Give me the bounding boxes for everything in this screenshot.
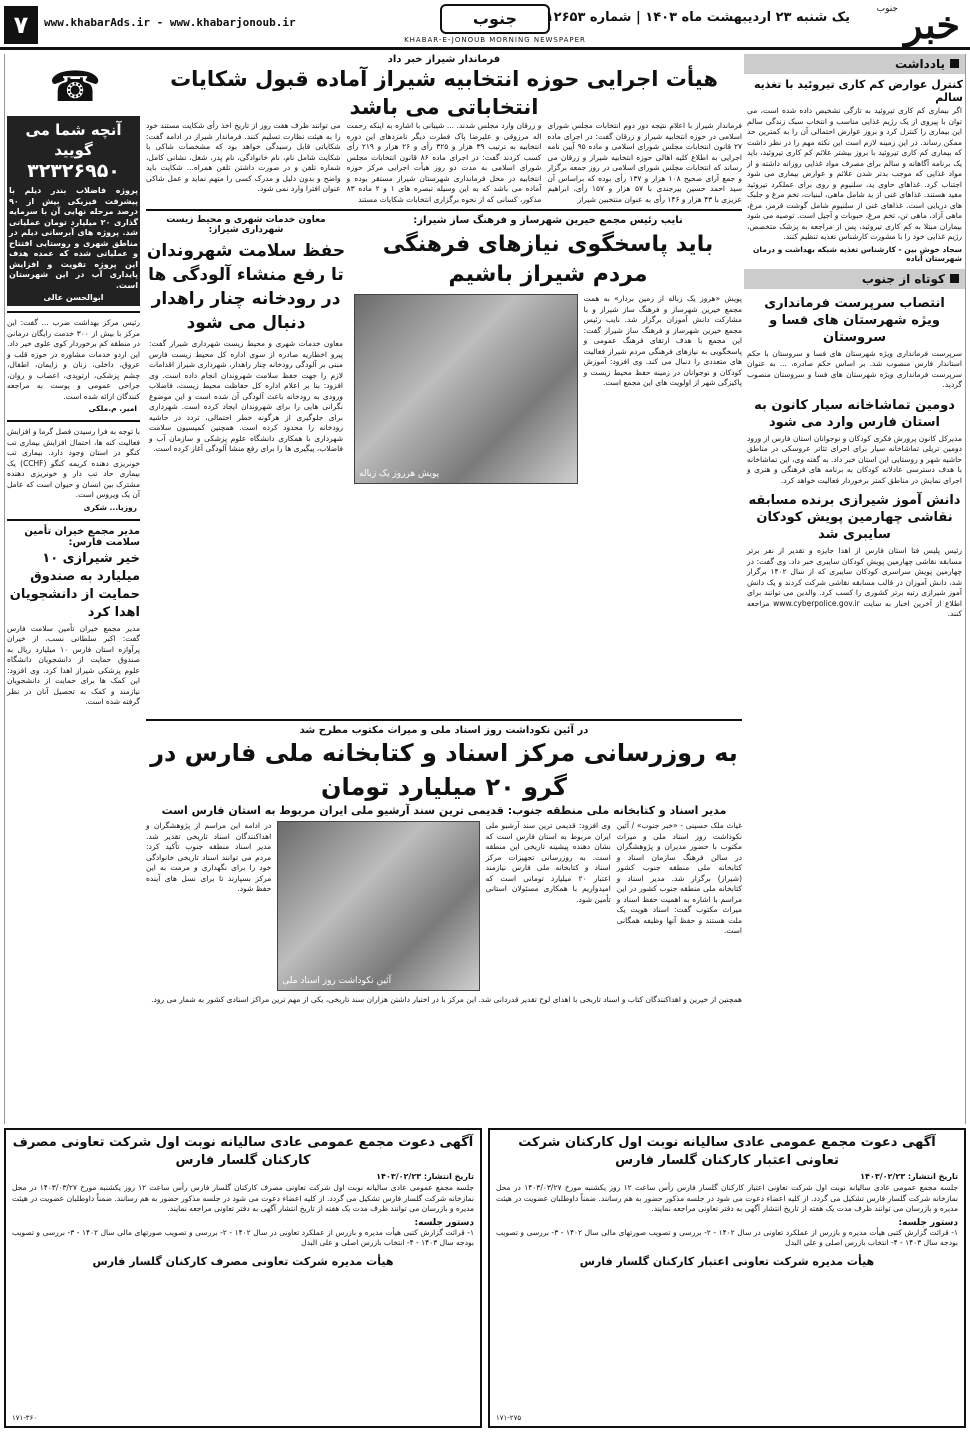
reader-hotline-box [7,116,140,306]
library-photo [277,821,479,991]
english-title: KHABAR-E-JONOUB MORNING NEWSPAPER [404,36,586,44]
river-body: معاون خدمات شهری و محیط زیست شهرداری شیراز گفت: پیرو اخطاریه صادره از سوی اداره کل محیط زیست فارس مبنی بر آلودگی رودخانه چنار راهدار، شهرداری شیراز اقدامات لازم را جهت حفظ سلامت شهروندان انجام داده است. وی افزود: بنا بر اعلام اداره کل حفاظت محیط زیست، فاضلاب ورودی به رودخانه باعث آلودگی آن شده است و این موضوع نگرانی هایی را برای شهروندان ایجاد کرده است. شهرداری برای جلوگیری از هرگونه خطر احتمالی، تردد در حاشیه رودخانه را محدود کرده است. همچنین کمیسیون سلامت شهرداری با همکاری دانشگاه علوم پزشکی و سازمان آب و فاضلاب، پیگیری ها را برای رفع منشا آلودگی آغاز کرده است. [149,339,343,453]
middle-stories [146,215,742,715]
main-content [146,54,742,1124]
election-columns [146,121,742,205]
election-kicker: فرماندار شیراز خبر داد [387,54,501,65]
ad-date: تاریخ انتشار: ۱۴۰۳/۰۲/۲۳ [860,1172,958,1181]
ad-body: جلسه مجمع عمومی عادی سالیانه نوبت اول شرکت تعاونی اعتبار کارکنان گلسار فارس رأس ساعت ۱۲ روز یکشنبه مورخ ۱۴۰۳/۰۳/۲۷ در محل نمازخانه شرکت گلسار فارس تشکیل می گردد. از کلیه اعضاء دعوت می شود در جلسه مذکور حضور به هم رسانند. ضمناً داوطلبان عضویت در هیئت مدیره و بازرسان می توانند ظرف مدت یک هفته از تاریخ انتشار آگهی به دفتر تعاونی مراجعه نمایند. [496,1183,958,1213]
election-headline[interactable]: هیأت اجرایی حوزه انتخابیه شیراز آماده قبول شکایات انتخاباتی می باشد [170,67,718,119]
short-news-title-1[interactable]: انتصاب سرپرست فرمانداری ویژه شهرستان های فسا و سروستان [764,295,945,345]
river-kicker: معاون خدمات شهری و محیط زیست شهرداری شیراز: [166,215,326,235]
website-link[interactable]: www.khabarAds.ir - www.khabarjonoub.ir [44,16,296,29]
library-col-2: وی افزود: قدیمی ترین سند آرشیو ملی ایران مربوط به استان فارس است که نشان دهنده پیشینه تاریخی این منطقه است. به روزرسانی تجهیزات مرکز اسناد و کتابخانه ملی فارس نیازمند اعتبار ۲۰ میلیارد تومانی است که امیدواریم با همکاری مسئولان استانی تأمین شود. [485,821,611,904]
divider [7,420,140,422]
river-story [146,215,346,715]
library-headline[interactable]: به روزرسانی مرکز اسناد و کتابخانه ملی فارس در گرو ۲۰ میلیارد تومان [150,739,738,801]
ad-code: ۱۷۱-۲۷۵ [496,1414,522,1422]
ad-signature: هیأت مدیره شرکت تعاونی مصرف کارکنان گلسار فارس [92,1254,394,1268]
library-col-1: غیاث ملک حسینی - «خبر جنوب» / آئین نکوداشت روز اسناد ملی و میراث مکتوب با حضور مدیران و پژوهشگران در سالن فرهنگ سازمان اسناد و کتابخانه ملی منطقه جنوب کشور (شیراز) برگزار شد. مدیر اسناد و کتابخانه ملی منطقه جنوب کشور در این مراسم با اشاره به اهمیت حفظ اسناد و میراث مکتوب گفت: اسناد هویت یک ملت هستند و حفظ آنها وظیفه همگانی است. [616,821,742,935]
ad-consumer-coop [4,1128,482,1428]
culture-photo-caption: پویش هرروز یک زباله [359,469,440,479]
issue-date: یک شنبه ۲۳ اردیبهشت ماه ۱۴۰۳ | شماره ۱۲۶۵۳ [545,10,850,25]
page-number: ۷ [4,6,38,44]
divider [146,209,742,211]
short-news-body-3: رئیس پلیس فتا استان فارس از اهدا جایزه و تقدیر از نفر برتر مسابقه نقاشی چهارمین پویش کودکان سایبری خبر داد. وی گفت: در چهارمین پویش سراسری کودکان سایبری که از سال ۱۴۰۲ برگزار شد، دانش آموزان در قالب مسابقه نقاشی شرکت کردند و یک دانش آموز شیرازی رتبه برتر کشوری را کسب کرد. والدین می توانند برای اطلاع از آخرین اخبار به سایت www.cyberpolice.gov.ir مراجعه کنند. [747,546,962,618]
ad-title[interactable]: آگهی دعوت مجمع عمومی عادی سالیانه نوبت اول کارکنان شرکت تعاونی اعتبار کارکنان گلسار فارس [518,1135,936,1168]
election-col-1: فرماندار شیراز با اعلام نتیجه دور دوم انتخابات مجلس شورای اسلامی در حوزه انتخابیه شیراز و زرقان گفت: در اجرای ماده ۲۷ قانون انتخابات مجلس شورای اسلامی و ماده ۹۵ آیین نامه اجرایی به اطلاع کلیه اهالی حوزه انتخابیه شیراز و زرقان می رساند که انتخابات مجلس شورای اسلامی در روز جمعه برگزار و جمع آرای صحیح ۱۰۸ هزار و ۱۳۷ رأی بوده که براساس آن سید احمد حسین بیرجندی با ۵۷ هزار و ۱۵۷ رأی، ابراهیم عزیزی با ۴۳ هزار و ۱۴۶ رأی به عنوان منتخبین شیراز [547,121,743,204]
library-kicker: در آئین نکوداشت روز اسناد ملی و میراث مکتوب مطرح شد [299,725,589,736]
donor-headline[interactable]: خیر شیرازی ۱۰ میلیارد به صندوق حمایت از دانشجویان اهدا کرد [9,550,140,620]
ad-agenda-label: دستور جلسه: [898,1217,958,1228]
logo-word: خبر [904,2,960,47]
culture-story [354,215,742,715]
culture-top-row [354,294,742,484]
river-headline[interactable]: حفظ سلامت شهروندان تا رفع منشاء آلودگی ها در رودخانه چنار راهدار دنبال می شود [146,241,346,333]
library-columns [146,821,742,991]
newspaper-logo[interactable] [854,2,964,48]
divider [7,311,140,313]
logo-sub: جنوب [876,4,898,14]
ad-code: ۱۷۱-۳۶۰ [12,1414,38,1422]
ad-signature: هیأت مدیره شرکت تعاونی اعتبار کارکنان گلسار فارس [579,1254,875,1268]
divider [146,719,742,721]
ad-agenda: ۱- قرائت گزارش کتبی هیأت مدیره و بازرس از عملکرد تعاونی در سال ۱۴۰۲ - ۲- بررسی و تصویب صورتهای مالی سال ۱۴۰۲ - ۳- بررسی و تصویب بودجه سال ۱۴۰۳ - ۴- انتخاب بازرس اصلی و علی البدل [496,1227,958,1247]
library-photo-caption: آئین نکوداشت روز اسناد ملی [282,976,392,986]
reader-signature-1: امیر. م.ملکی [88,404,137,413]
short-news-body-1: سرپرست فرمانداری ویژه شهرستان های فسا و سروستان با حکم استاندار فارس منصوب شد. بر اساس حکم صادره، ... به عنوان سرپرست فرمانداری ویژه شهرستان های فسا و سروستان منصوب گردید. [747,348,962,389]
library-subheadline: مدیر اسناد و کتابخانه ملی منطقه جنوب: قدیمی ترین سند آرشیو ملی ایران مربوط به استان فارس است [161,804,727,817]
phone-illustration [7,56,140,116]
reader-message-2: با توجه به فرا رسیدن فصل گرما و افزایش فعالیت کنه ها، احتمال افزایش بیماری تب کنگو در استان وجود دارد. بیماری تب خونریزی دهنده کریمه کنگو (CCHF) یک بیماری حاد تب دار و خونریزی دهنده مشترک بین انسان و حیوان است که عامل آن یک ویروس است. [7,427,140,499]
masthead [0,0,970,50]
donor-body: مدیر مجمع خیران تأمین سلامت فارس گفت: اکبر سلطانی نسب، از خیران پرآوازه استان فارس ۱۰ میلیارد ریال به صندوق حمایت از دانشجویان دانشگاه علوم پزشکی شیراز اهدا کرد. وی افزود: این کمک ها برای حمایت از دانشجویان نیازمند و کمک به تحصیل آنان در نظر گرفته شده است. [7,623,140,706]
ad-agenda: ۱- قرائت گزارش کتبی هیأت مدیره و بازرس از عملکرد تعاونی در سال ۱۴۰۲ - ۲- بررسی و تصویب صورتهای مالی سال ۱۴۰۲ - ۳- بررسی و تصویب بودجه سال ۱۴۰۳ - ۴- انتخاب بازرس اصلی و علی البدل [12,1227,474,1247]
note-signature: سجاد خوش بین - کارشناس تغذیه شبکه بهداشت و درمان شهرستان آباده [752,244,962,263]
ad-credit-coop [488,1128,966,1428]
culture-body: پویش «هروز یک زباله از زمین بردار» به همت مجمع خیرین شهرساز و فرهنگ ساز شیراز و با مشارکت دانش آموزان برگزار شد. نایب رئیس مجمع خیرین شهرساز و فرهنگ ساز شیراز گفت: این مجمع با هدف ارتقای فرهنگ عمومی و پاسخگویی به نیازهای فرهنگی مردم شیراز فعالیت های متعددی را دنبال می کند. وی افزود: آموزش کودکان و نوجوانان در زمینه حفظ محیط زیست و پاکیزگی شهر از اولویت های این مجمع است. [583,294,742,387]
note-body: اگر بیماری کم کاری تیروئید به تازگی تشخیص داده شده است، می توان با پیروی از یک رژیم غذایی مناسب و انتخاب سبک زندگی سالم این بیماری را کنترل کرد و بروز عوارض احتمالی آن را به کمترین حد ممکن رساند. در این زمینه لازم است این نکته مهم را در نظر داشت که بیماری کم کاری تیروئید با بروز بیشتر علائم کم کاری تیروئید، باید یک برنامه آگاهانه و سالم برای مصرف مواد غذایی روزانه داشته و از مواد غذایی که موجب بدتر شدن علائم و عوارض بیماری می شود اجتناب کرد. غذاهای حاوی ید، سلنیوم و روی برای عملکرد تیروئید مفید هستند. غذاهای غنی از ید شامل ماهی، لبنیات، تخم مرغ و جلبک های دریایی است. غذاهای غنی از سلنیوم شامل گوشت قرمز، مرغ، ماهی آزاد، ماهی تن، تخم مرغ، حبوبات و آجیل است. توصیه می شود بیماران مبتلا به کم کاری تیروئید، پس از مراجعه به پزشک متخصص، رژیم غذایی خود را با مشورت کارشناس تغذیه تنظیم کنند. [747,106,962,241]
hotline-title: آنچه شما می گویید [25,121,122,159]
ad-date: تاریخ انتشار: ۱۴۰۳/۰۲/۲۳ [376,1172,474,1181]
culture-photo [354,294,578,484]
donor-kicker: مدیر مجمع خیران تأمین سلامت فارس: [24,525,140,548]
left-column [4,54,142,1124]
library-bottom [146,995,742,1006]
hotline-message: پروژه فاضلاب بندر دیلم با پیشرفت فیزیکی بیش از ۹۰ درصد مرحله نهایی آن با سرمایه گذاری ۲۰ میلیارد تومان عملیاتی شد. پروژه های آبرسانی دیلم در مناطق شهری و روستایی افتتاح و عملیاتی شده که عمده هدف این پروژه تقویت و افزایش پایداری آب در این شهرستان است. [9,186,138,290]
culture-kicker: نایب رئیس مجمع خیرین شهرساز و فرهنگ ساز شیراز: [413,215,683,226]
short-news-title-2[interactable]: دومین تماشاخانه سیار کانون به استان فارس وارد می شود [754,397,955,430]
short-news-title-3[interactable]: دانش آموز شیرازی برنده مسابقه نقاشی چهارمین پویش کودکان سایبری شد [748,493,961,542]
reader-message-1: رئیس مرکز بهداشت ضرب ... گفت: این مرکز با بیش از ۳۰۰ خدمت رایگان درمانی در منطقه کم برخوردار کوی علوی خیر داد. این اردو خدمات مشاوره در حوزه قلب و عروق، داخلی، زنان و زایمان، اطفال، چشم پزشکی، ارتوپدی، اعصاب و روان، جراحی عمومی و پوست به مراجعه کنندگان ارائه شده است. [7,318,140,401]
culture-headline[interactable]: باید پاسخگوی نیازهای فرهنگی مردم شیراز باشیم [382,232,714,287]
ad-body: جلسه مجمع عمومی عادی سالیانه نوبت اول شرکت تعاونی مصرف کارکنان گلسار فارس رأس ساعت ۱۲ روز یکشنبه مورخ ۱۴۰۳/۰۳/۲۷ در محل نمازخانه شرکت گلسار فارس تشکیل می گردد. از کلیه اعضاء دعوت می شود در جلسه مذکور حضور به هم رسانند. ضمناً داوطلبان عضویت در هیئت مدیره و بازرسان می توانند ظرف مدت یک هفته از تاریخ انتشار آگهی به دفتر تعاونی مراجعه نمایند. [12,1183,474,1213]
ad-title[interactable]: آگهی دعوت مجمع عمومی عادی سالیانه نوبت اول شرکت تعاونی مصرف کارکنان گلسار فارس [12,1135,474,1168]
hotline-number[interactable]: ۳۲۳۲۶۹۵۰ [27,160,120,182]
telephone-icon: ☎ [49,62,102,111]
right-column [744,54,966,1124]
short-news-header: کوتاه از جنوب [744,269,965,289]
note-section-header: یادداشت [744,54,965,74]
library-col-4: همچنین از خیرین و اهداکنندگان کتاب و اسناد تاریخی با اهدای لوح تقدیر قدردانی شد. این مرکز با در اختیار داشتن هزاران سند تاریخی، یکی از مهم ترین مراکز اسنادی کشور به شمار می رود. [151,995,742,1004]
divider [7,519,140,521]
reader-signature-2: روزیا... شکری [83,502,137,512]
election-col-2: و زرقان وارد مجلس شدند. ... شیبانی با اشاره به اینکه رحمت اله مرزوقی و علیرضا پاک فطرت دیگر نامزدهای این دوره انتخابیه به ترتیب ۳۹ هزار و ۳۲۵ رأی و ۲۶ هزار و ۲۱۹ رأی کسب کردند گفت: در اجرای ماده ۸۶ قانون انتخابات مجلس شورای اسلامی به مدت دو روز هیأت اجرایی مرکز حوزه انتخابیه در محل فرمانداری شهرستان شیراز مستقر بوده و آماده می باشد که به این وسیله تبصره های ۱ و ۲ ماده ۸۳ مذکور، کسانی که از نحوه برگزاری انتخابات شکایات مستند [346,121,542,204]
short-news-body-2: مدیرکل کانون پرورش فکری کودکان و نوجوانان استان فارس از ورود دومین تریلی تماشاخانه سیار برای اجرای تئاتر عروسکی در مناطق حاشیه شهر و روستایی این استان خبر داد. به گفته وی، این تماشاخانه با هدف دسترسی عادلانه کودکان به برنامه های فرهنگی و هنری و اجرای نمایش در مناطق کمتر برخوردار فعالیت خواهد کرد. [747,433,962,485]
library-col-3: در ادامه این مراسم از پژوهشگران و اهداکنندگان اسناد تاریخی تقدیر شد. مدیر اسناد منطقه جنوب تأکید کرد: مردم می توانند اسناد تاریخی خانوادگی خود را برای نگهداری و مرمت به این مرکز بسپارند تا برای نسل های آینده حفظ شود. [146,821,272,893]
section-badge: جنوب [440,4,550,34]
hotline-signature: ابوالحسن عالی [43,293,104,302]
ad-agenda-label: دستور جلسه: [414,1217,474,1228]
election-col-3: می توانند ظرف هفت روز از تاریخ اخذ رأی شکایت مستند خود را به هیئت نظارت تسلیم کنند. فرماندار شیراز در ادامه گفت: شکایاتی قابل رسیدگی خواهد بود که مشخصات شاکی با شکایت شامل نام، نام خانوادگی، نام پدر، شغل، نشانی کامل، شماره تلفن و در صورت داشتن تلفن همراه... شکایت باید واضح و بدون دلیل و مدرک کسی را متهم نماید و عمل شاکی عنوان افترا وارد نمی شود. [145,121,341,193]
note-title[interactable]: کنترل عوارض کم کاری تیروئید با تغذیه سالم [753,78,963,104]
